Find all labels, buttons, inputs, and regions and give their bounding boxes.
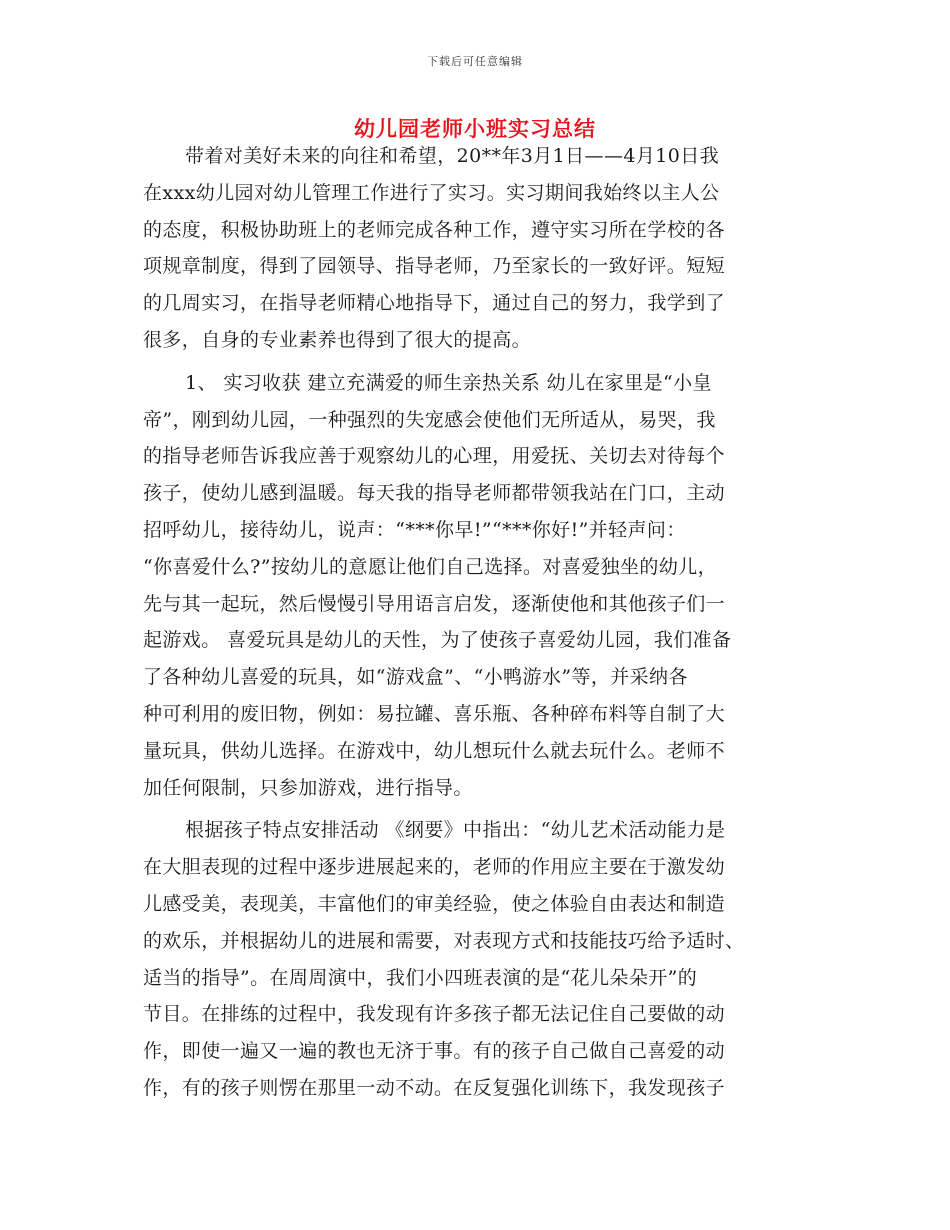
- text-line: “你喜爱什么?”按幼儿的意愿让他们自己选择。对喜爱独坐的幼儿，: [143, 555, 718, 578]
- document-body: [143, 138, 807, 1107]
- paragraph: [143, 812, 807, 1106]
- text-line: 了各种幼儿喜爱的玩具，如“游戏盒”、“小鸭游水”等，并采纳各: [143, 666, 688, 689]
- text-line: 起游戏。 喜爱玩具是幼儿的天性，为了使孩子喜爱幼儿园，我们准备: [143, 629, 732, 652]
- text-line: 量玩具，供幼儿选择。在游戏中，幼儿想玩什么就去玩什么。老师不: [143, 739, 726, 762]
- text-line: 作，即使一遍又一遍的教也无济于事。有的孩子自己做自己喜爱的动: [143, 1040, 726, 1063]
- document-title: 幼儿园老师小班实习总结: [354, 117, 596, 141]
- text-line: 根据孩子特点安排活动 《纲要》中指出：“幼儿艺术活动能力是: [185, 819, 726, 842]
- paragraph: [143, 138, 807, 359]
- text-line: 种可利用的废旧物，例如：易拉罐、喜乐瓶、各种碎布料等自制了大: [143, 702, 726, 725]
- text-line: 适当的指导”。在周周演中，我们小四班表演的是“花儿朵朵开”的: [143, 966, 698, 989]
- text-line: 的态度，积极协助班上的老师完成各种工作，遵守实习所在学校的各: [143, 218, 726, 241]
- paragraph: [143, 365, 807, 807]
- text-line: 帝”，刚到幼儿园，一种强烈的失宠感会使他们无所适从，易哭，我: [143, 408, 716, 431]
- text-line: 项规章制度，得到了园领导、指导老师，乃至家长的一致好评。短短: [143, 255, 726, 278]
- text-line: 的指导老师告诉我应善于观察幼儿的心理，用爱抚、关切去对待每个: [143, 445, 726, 468]
- text-line: 加任何限制，只参加游戏，进行指导。: [143, 776, 473, 799]
- text-line: 在xxx幼儿园对幼儿管理工作进行了实习。实习期间我始终以主人公: [143, 181, 720, 204]
- text-line: 在大胆表现的过程中逐步进展起来的，老师的作用应主要在于激发幼: [143, 856, 726, 879]
- text-line: 作，有的孩子则愣在那里一动不动。在反复强化训练下，我发现孩子: [143, 1076, 726, 1099]
- text-line: 带着对美好未来的向往和希望，20**年3月1日——4月10日我: [185, 145, 720, 167]
- text-line: 节目。在排练的过程中，我发现有许多孩子都无法记住自己要做的动: [143, 1003, 726, 1026]
- header-note: 下载后可任意编辑: [427, 55, 523, 68]
- text-line: 招呼幼儿，接待幼儿，说声：“***你早!”“***你好!”并轻声问：: [143, 518, 686, 541]
- text-line: 先与其一起玩，然后慢慢引导用语言启发，逐渐使他和其他孩子们一: [143, 592, 726, 615]
- text-line: 1、 实习收获 建立充满爱的师生亲热关系 幼儿在家里是“小皇: [185, 371, 712, 394]
- text-line: 的几周实习，在指导老师精心地指导下，通过自己的努力，我学到了: [143, 292, 726, 315]
- text-line: 孩子，使幼儿感到温暖。每天我的指导老师都带领我站在门口，主动: [143, 482, 726, 505]
- text-line: 的欢乐，并根据幼儿的进展和需要，对表现方式和技能技巧给予适时、: [143, 929, 745, 952]
- text-line: 儿感受美，表现美，丰富他们的审美经验，使之体验自由表达和制造: [143, 892, 726, 915]
- text-line: 很多，自身的专业素养也得到了很大的提高。: [143, 328, 532, 351]
